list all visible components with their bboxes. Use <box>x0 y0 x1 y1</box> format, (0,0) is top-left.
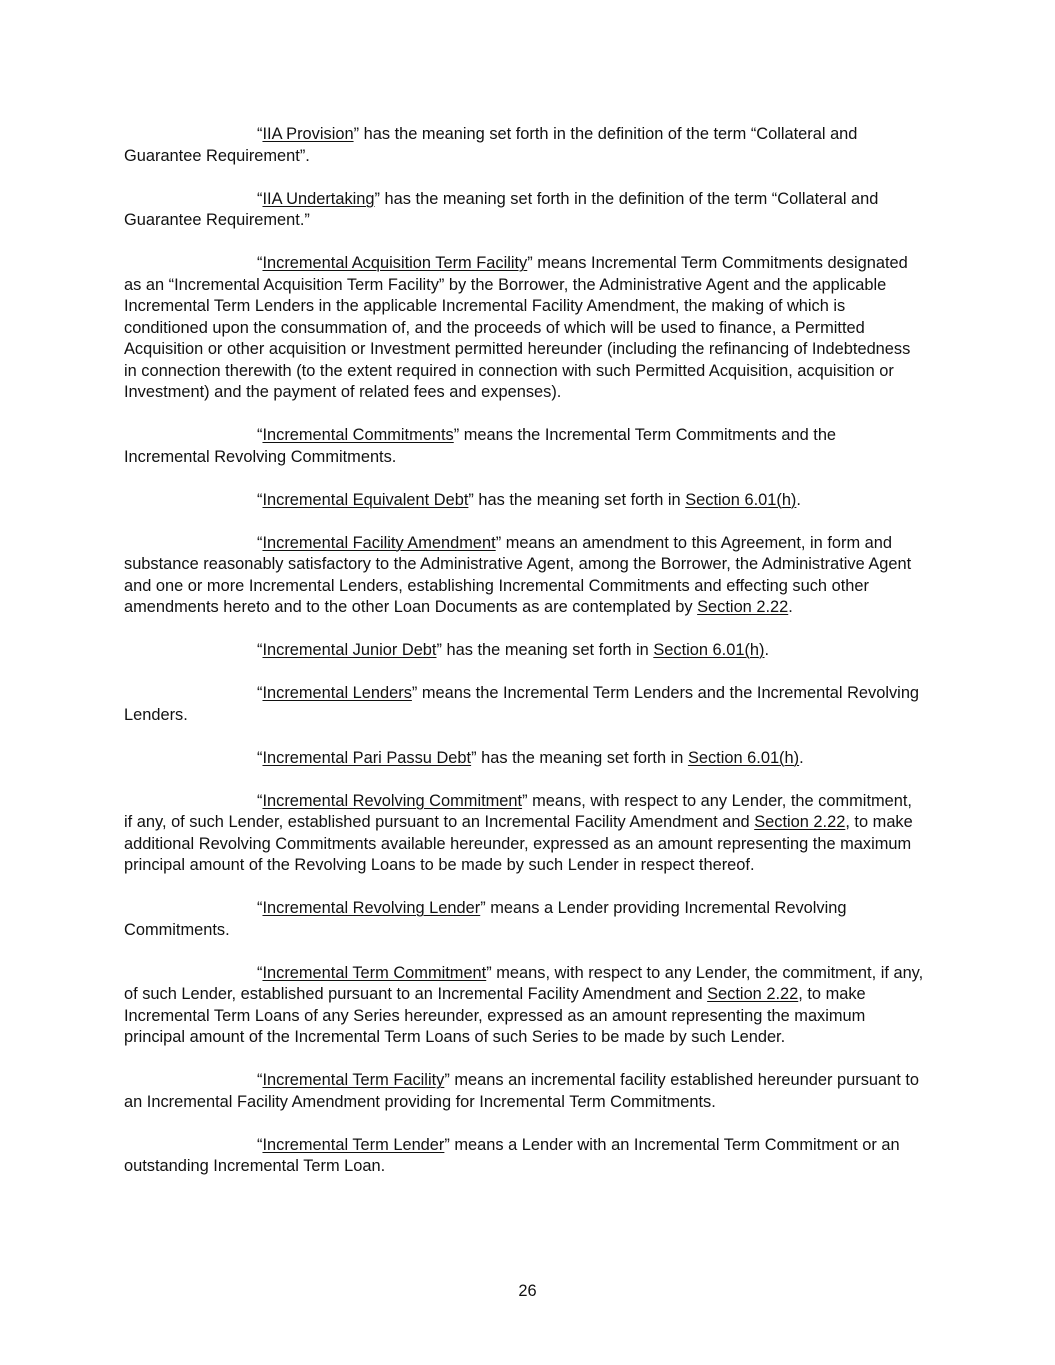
definition-incremental-facility-amendment: “Incremental Facility Amendment” means an amendment to this Agreement, in form and substance reasonably satisfactory to the Administrative Agent, among the Borrower, the Administrative Agent and one or more Incremental Lenders, establishing Incremental Commitments and effecting such other amendments hereto and to the other Loan Documents as are contemplated by Section 2.22. <box>124 533 912 616</box>
defined-term: Incremental Term Facility <box>262 1071 445 1089</box>
defined-term: Incremental Revolving Lender <box>262 899 481 917</box>
definition-text: ” means the Incremental Term Lenders and the Incremental Revolving Lenders. <box>124 684 920 724</box>
definition-incremental-commitments: “Incremental Commitments” means the Incremental Term Commitments and the Incremental Revolving Commitments. <box>124 426 837 466</box>
definition-incremental-term-lender: “Incremental Term Lender” means a Lender with an Incremental Term Commitment or an outstanding Incremental Term Loan. <box>124 1135 900 1175</box>
defined-term: Incremental Pari Passu Debt <box>262 748 472 767</box>
definition-text: ” means the Incremental Term Commitments and the Incremental Revolving Commitments. <box>124 426 837 466</box>
defined-term: Incremental Equivalent Debt <box>262 490 469 509</box>
section-reference: Section 6.01(h) <box>653 641 765 659</box>
defined-term: IIA Provision <box>262 125 354 143</box>
definition-text: ” means an amendment to this Agreement, in form and substance reasonably satisfactory to the Administrative Agent, among the Borrower, the Administrative Agent and one or more Incremental Lenders, establishing Incremental Commitments and effecting such other amendments hereto and to the other Loan Documents as are contemplated by <box>124 533 912 616</box>
definition-text: ” has the meaning set forth in the definition of the term “Collateral and Guarantee Requirement”. <box>124 125 858 165</box>
definition-text-end: , to make Incremental Term Loans of any Series hereunder, expressed as an amount representing the maximum principal amount of the Incremental Term Loans of such Series to be made by such Lender. <box>124 985 866 1046</box>
defined-term: Incremental Facility Amendment <box>262 533 496 552</box>
definition-incremental-revolving-commitment: “Incremental Revolving Commitment” means, with respect to any Lender, the commitment, if any, of such Lender, established pursuant to an Incremental Facility Amendment and Section 2.22, to make additional Revolving Commitments available hereunder, expressed as an amount representing the maximum principal amount of the Revolving Loans to be made by such Lender in respect thereof. <box>124 791 913 874</box>
defined-term: Incremental Term Lender <box>262 1135 445 1154</box>
definition-incremental-junior-debt: “Incremental Junior Debt” has the meaning set forth in Section 6.01(h). <box>257 641 770 659</box>
definition-text: ” has the meaning set forth in <box>471 748 688 767</box>
defined-term: IIA Undertaking <box>262 189 375 208</box>
section-reference: Section 6.01(h) <box>685 490 797 509</box>
section-reference: Section 2.22 <box>754 813 846 831</box>
definition-text: ” means an incremental facility established hereunder pursuant to an Incremental Facility Amendment providing for Incremental Term Commitments. <box>124 1071 920 1111</box>
section-reference: Section 2.22 <box>697 598 789 616</box>
defined-term: Incremental Revolving Commitment <box>262 791 523 810</box>
definition-text: ” means Incremental Term Commitments designated as an “Incremental Acquisition Term Facility” by the Borrower, the Administrative Agent and the applicable Incremental Term Lenders in the applicable Incremental Facility Amendment, the making of which is conditioned upon the consummation of, and the proceeds of which will be used to finance, a Permitted Acquisition or other acquisition or Investment permitted hereunder (including the refinancing of Indebtedness in connection therewith (to the extent required in connection with such Permitted Acquisition, acquisition or Investment) and the payment of related fees and expenses). <box>124 254 911 401</box>
definition-text: ” means a Lender with an Incremental Term Commitment or an outstanding Incremental Term Loan. <box>124 1135 900 1175</box>
definition-text: ” has the meaning set forth in <box>468 490 686 509</box>
definition-incremental-lenders: “Incremental Lenders” means the Incremental Term Lenders and the Incremental Revolving Lenders. <box>124 684 920 724</box>
definition-text-end: . <box>788 598 793 616</box>
definition-text: ” has the meaning set forth in <box>436 641 654 659</box>
defined-term: Incremental Commitments <box>262 426 454 444</box>
definition-incremental-term-commitment: “Incremental Term Commitment” means, with respect to any Lender, the commitment, if any, of such Lender, established pursuant to an Incremental Facility Amendment and Section 2.22, to make Incremental Term Loans of any Series hereunder, expressed as an amount representing the maximum principal amount of the Incremental Term Loans of such Series to be made by such Lender. <box>124 963 924 1046</box>
defined-term: Incremental Lenders <box>262 684 412 702</box>
definition-text-end: . <box>799 748 804 767</box>
definition-iia-provision: “IIA Provision” has the meaning set forth in the definition of the term “Collateral and Guarantee Requirement”. <box>124 125 858 165</box>
definition-text: ” means, with respect to any Lender, the commitment, if any, of such Lender, established pursuant to an Incremental Facility Amendment and <box>124 963 924 1003</box>
definition-incremental-pari-passu-debt: “Incremental Pari Passu Debt” has the meaning set forth in Section 6.01(h). <box>257 748 804 767</box>
page-number: 26 <box>518 1282 537 1300</box>
definition-text-end: . <box>764 641 770 659</box>
definition-text-end: . <box>796 490 801 509</box>
definition-iia-undertaking: “IIA Undertaking” has the meaning set forth in the definition of the term “Collateral and Guarantee Requirement.” <box>124 189 879 229</box>
definition-text: ” means, with respect to any Lender, the commitment, if any, of such Lender, established pursuant to an Incremental Facility Amendment and <box>124 791 912 831</box>
definition-incremental-term-facility: “Incremental Term Facility” means an incremental facility established hereunder pursuant to an Incremental Facility Amendment providing for Incremental Term Commitments. <box>124 1071 920 1111</box>
definition-incremental-acquisition-term-facility: “Incremental Acquisition Term Facility” means Incremental Term Commitments designated as an “Incremental Acquisition Term Facility” by the Borrower, the Administrative Agent and the applicable Incremental Term Lenders in the applicable Incremental Facility Amendment, the making of which is conditioned upon the consummation of, and the proceeds of which will be used to finance, a Permitted Acquisition or other acquisition or Investment permitted hereunder (including the refinancing of Indebtedness in connection therewith (to the extent required in connection with such Permitted Acquisition, acquisition or Investment) and the payment of related fees and expenses). <box>124 254 911 401</box>
defined-term: Incremental Acquisition Term Facility <box>262 254 528 272</box>
definition-incremental-revolving-lender: “Incremental Revolving Lender” means a Lender providing Incremental Revolving Commitments. <box>124 899 847 939</box>
defined-term: Incremental Term Commitment <box>262 963 487 982</box>
definition-text: ” has the meaning set forth in the definition of the term “Collateral and Guarantee Requirement.” <box>124 189 879 229</box>
defined-term: Incremental Junior Debt <box>262 641 437 659</box>
definition-text-end: , to make additional Revolving Commitments available hereunder, expressed as an amount representing the maximum principal amount of the Revolving Loans to be made by such Lender in respect thereof. <box>124 813 913 874</box>
section-reference: Section 2.22 <box>707 985 799 1003</box>
definition-text: ” means a Lender providing Incremental Revolving Commitments. <box>124 899 847 939</box>
definition-incremental-equivalent-debt: “Incremental Equivalent Debt” has the meaning set forth in Section 6.01(h). <box>257 490 801 509</box>
document-body <box>124 124 924 1199</box>
section-reference: Section 6.01(h) <box>687 748 800 767</box>
